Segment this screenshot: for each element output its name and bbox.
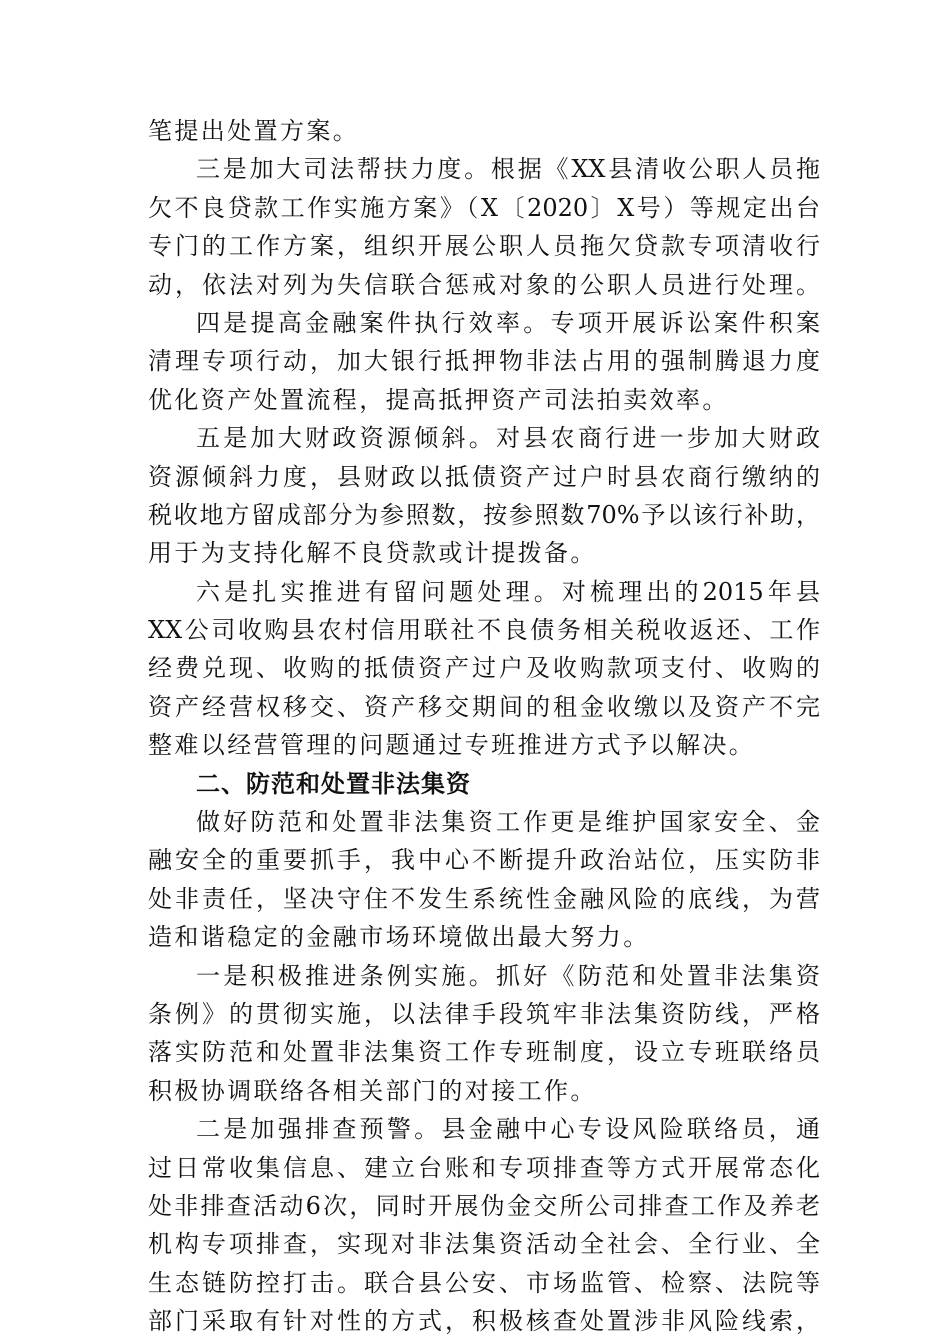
section-heading: 二、防范和处置非法集资: [196, 769, 471, 798]
text-line: 积极协调联络各相关部门的对接工作。: [148, 1076, 597, 1105]
text-line: 五是加大财政资源倾斜。对县农商行进一步加大财政: [196, 424, 820, 453]
text-line: 笔提出处置方案。: [148, 117, 360, 145]
text-line: 落实防范和处置非法集资工作专班制度，设立专班联络员: [148, 1038, 820, 1067]
text-line: 融安全的重要抓手，我中心不断提升政治站位，压实防非: [148, 846, 820, 875]
text-line: 专门的工作方案，组织开展公职人员拖欠贷款专项清收行: [148, 232, 820, 261]
text-line: 过日常收集信息、建立台账和专项排查等方式开展常态化: [148, 1153, 820, 1182]
text-line: 条例》的贯彻实施，以法律手段筑牢非法集资防线，严格: [148, 999, 820, 1028]
text-line: 优化资产处置流程，提高抵押资产司法拍卖效率。: [148, 385, 729, 414]
text-line: 生态链防控打击。联合县公安、市场监管、检察、法院等: [148, 1268, 820, 1297]
text-line: 欠不良贷款工作实施方案》（X〔2020〕X号）等规定出台: [148, 193, 820, 222]
text-line: 经费兑现、收购的抵债资产过户及收购款项支付、收购的: [148, 654, 820, 683]
text-line: 四是提高金融案件执行效率。专项开展诉讼案件积案: [196, 308, 820, 337]
text-line: 机构专项排查，实现对非法集资活动全社会、全行业、全: [148, 1230, 820, 1259]
text-line: XX公司收购县农村信用联社不良债务相关税收返还、工作: [148, 616, 820, 645]
text-line: 用于为支持化解不良贷款或计提拨备。: [148, 539, 597, 568]
text-line: 清理专项行动，加大银行抵押物非法占用的强制腾退力度: [148, 347, 820, 376]
document-body: [148, 112, 820, 1341]
text-line: 做好防范和处置非法集资工作更是维护国家安全、金: [196, 808, 820, 837]
text-line: 一是积极推进条例实施。抓好《防范和处置非法集资: [196, 961, 820, 990]
text-line: 整难以经营管理的问题通过专班推进方式予以解决。: [148, 731, 756, 760]
text-line: 造和谐稳定的金融市场环境做出最大努力。: [148, 923, 650, 952]
text-line: 二是加强排查预警。县金融中心专设风险联络员，通: [196, 1115, 820, 1144]
text-line: 动，依法对列为失信联合惩戒对象的公职人员进行处理。: [148, 270, 820, 299]
text-line: 部门采取有针对性的方式，积极核查处置涉非风险线索，: [148, 1307, 820, 1336]
text-line: 处非责任，坚决守住不发生系统性金融风险的底线，为营: [148, 884, 820, 913]
text-line: 资源倾斜力度，县财政以抵债资产过户时县农商行缴纳的: [148, 462, 820, 491]
text-line: 税收地方留成部分为参照数，按参照数70%予以该行补助，: [148, 500, 820, 529]
text-line: 三是加大司法帮扶力度。根据《XX县清收公职人员拖: [196, 155, 820, 184]
text-line: 六是扎实推进有留问题处理。对梳理出的2015年县: [196, 577, 820, 606]
text-line: 资产经营权移交、资产移交期间的租金收缴以及资产不完: [148, 692, 820, 721]
text-line: 处非排查活动6次，同时开展伪金交所公司排查工作及养老: [148, 1191, 820, 1220]
